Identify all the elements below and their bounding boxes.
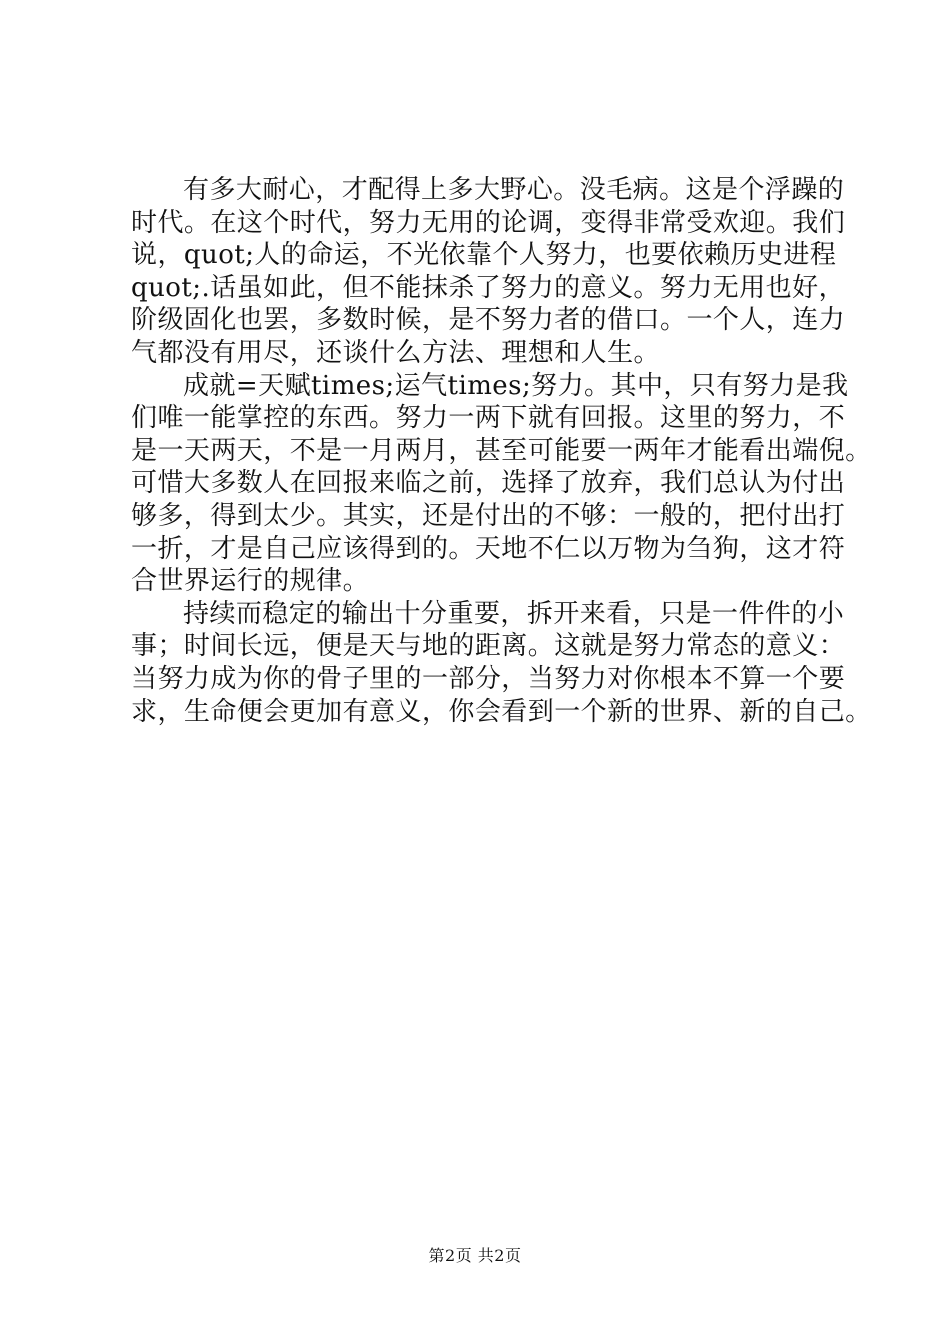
paragraph-2 (131, 370, 872, 598)
paragraph-line: 时代。在这个时代，努力无用的论调，变得非常受欢迎。我们 (131, 207, 846, 238)
paragraph-line: 求，生命便会更加有意义，你会看到一个新的世界、新的自己。 (131, 696, 872, 727)
paragraph-1 (131, 174, 846, 370)
paragraph-line: 持续而稳定的输出十分重要，拆开来看，只是一件件的小 (183, 598, 845, 629)
page-footer: 第2页 共2页 (428, 1246, 522, 1265)
paragraph-line: 说，quot;人的命运，不光依靠个人努力，也要依赖历史进程 (131, 240, 837, 271)
paragraph-line: 合世界运行的规律。 (131, 566, 370, 597)
paragraph-line: 成就=天赋times;运气times;努力。其中，只有努力是我 (183, 370, 849, 401)
paragraph-3 (131, 598, 872, 728)
paragraph-line: 们唯一能掌控的东西。努力一两下就有回报。这里的努力，不 (131, 403, 846, 434)
paragraph-line: 可惜大多数人在回报来临之前，选择了放弃，我们总认为付出 (131, 468, 846, 499)
paragraph-line: 有多大耐心，才配得上多大野心。没毛病。这是个浮躁的 (183, 175, 845, 205)
paragraph-line: quot;.话虽如此，但不能抹杀了努力的意义。努力无用也好， (131, 272, 846, 303)
paragraph-line: 一折，才是自己应该得到的。天地不仁以万物为刍狗，这才符 (131, 533, 846, 564)
paragraph-line: 事；时间长远，便是天与地的距离。这就是努力常态的意义： (131, 631, 846, 662)
paragraph-line: 阶级固化也罢，多数时候，是不努力者的借口。一个人，连力 (131, 305, 846, 336)
paragraph-line: 够多，得到太少。其实，还是付出的不够：一般的，把付出打 (131, 500, 846, 531)
paragraph-line: 气都没有用尽，还谈什么方法、理想和人生。 (131, 337, 661, 368)
paragraph-line: 是一天两天，不是一月两月，甚至可能要一两年才能看出端倪。 (131, 435, 872, 466)
document-body (131, 174, 872, 728)
paragraph-line: 当努力成为你的骨子里的一部分，当努力对你根本不算一个要 (131, 663, 846, 694)
